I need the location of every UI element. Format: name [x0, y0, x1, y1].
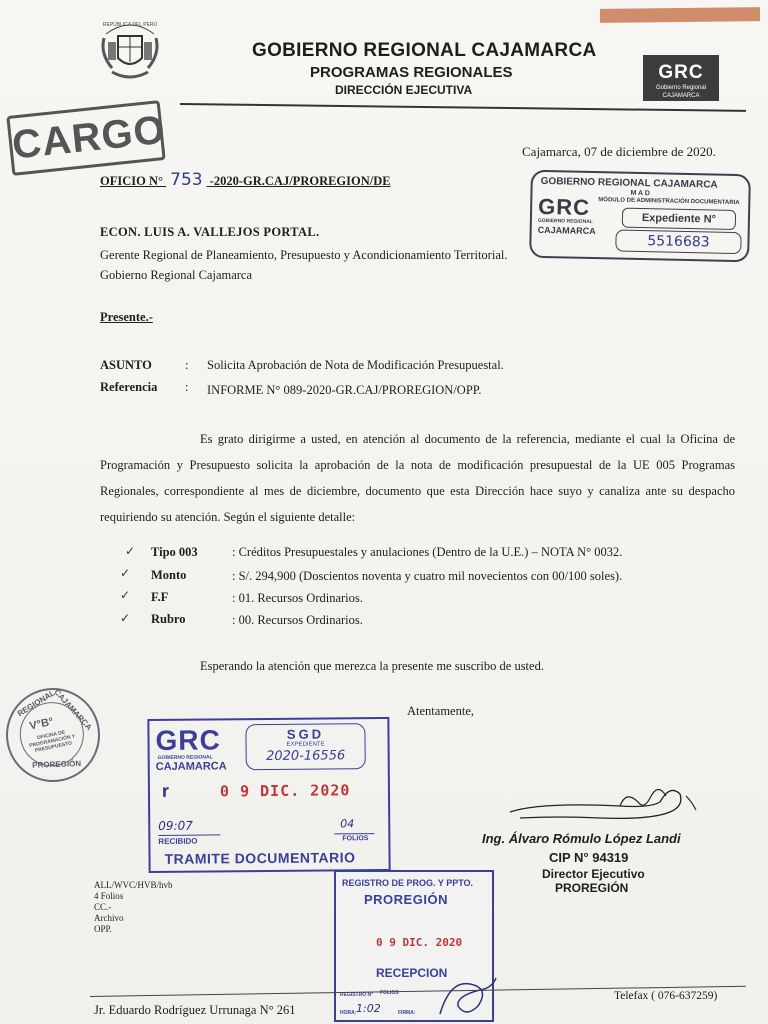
sgd-exp-box — [245, 723, 365, 770]
sgd-title: SGD — [286, 726, 325, 742]
grc-logo — [643, 55, 719, 101]
referencia-label: Referencia — [100, 380, 158, 394]
check-icon: ✓ — [120, 566, 131, 580]
registro-line1: REGISTRO DE PROG. Y PPTO. — [342, 878, 474, 888]
detail-label-tipo: Tipo 003 — [151, 545, 198, 559]
dept-title: DIRECCIÓN EJECUTIVA — [335, 83, 473, 97]
mad-stamp-logo-sub: GOBIERNO REGIONAL — [537, 217, 593, 226]
mad-stamp-logo: GRC — [537, 193, 591, 220]
referencia-value: INFORME N° 089-2020-GR.CAJ/PROREGION/OPP. — [207, 383, 482, 397]
detail-value-ff: : 01. Recursos Ordinarios. — [232, 591, 363, 605]
vb-ring-top: REGIONAL — [15, 688, 57, 719]
signature-scribble — [500, 772, 710, 832]
initials-line: 4 Folios — [94, 891, 124, 901]
referencia-colon: : — [185, 380, 189, 394]
paper-edge-strip — [600, 7, 760, 23]
oficio-prefix: OFICIO N° — [100, 174, 163, 188]
folio-scribble — [430, 970, 500, 1020]
sgd-exp-number: 2020-16556 — [266, 748, 346, 765]
mad-stamp-mad: M A D — [630, 189, 650, 198]
oficio-suffix: -2020-GR.CAJ/PROREGION/DE — [209, 174, 391, 188]
detail-label-monto: Monto — [151, 568, 187, 582]
addressee-position: Gerente Regional de Planeamiento, Presupuesto y Acondicionamiento Territorial. — [100, 248, 508, 262]
initials-line: OPP. — [94, 924, 112, 934]
body-text: Es grato dirigirme a usted, en atención al documento de la referencia, mediante el cual la Oficina de Programación y Presupuesto solicita la aprobación de la nota de modificación presupuestal de la UE 005 Programas Regionales, correspondiente al mes de diciembre, documento que esta Dirección hace suyo y canaliza ante su despacho requiriendo su atención. Según el siguiente detalle: — [100, 432, 735, 524]
cargo-stamp: CARGO — [6, 100, 165, 176]
detail-value-tipo: : Créditos Presupuestales y anulaciones (Dentro de la U.E.) – NOTA N° 0032. — [232, 545, 623, 559]
sgd-date: 0 9 DIC. 2020 — [219, 781, 351, 801]
registro-date: 0 9 DIC. 2020 — [376, 936, 463, 949]
addressee-name: ECON. LUIS A. VALLEJOS PORTAL. — [100, 225, 320, 239]
sgd-stamp — [147, 717, 390, 873]
detail-value-monto: : S/. 294,900 (Doscientos noventa y cuatro mil novecientos con 00/100 soles). — [232, 569, 623, 583]
footer-phone: Telefax ( 076-637259) — [614, 990, 718, 1002]
initials-line: Archivo — [94, 913, 124, 923]
check-icon: ✓ — [120, 588, 131, 602]
registro-label: RECEPCION — [376, 966, 448, 980]
footer-address: Jr. Eduardo Rodríguez Urrunaga N° 261 — [94, 1003, 296, 1017]
sgd-time: 09:07 — [158, 818, 193, 833]
salutation: Presente.- — [100, 310, 153, 324]
sgd-folios: 04 — [340, 817, 355, 831]
mad-stamp-region: CAJAMARCA — [537, 224, 596, 237]
vb-ring-right: CAJAMARCA — [52, 687, 94, 732]
sgd-region: CAJAMARCA — [155, 760, 227, 773]
coat-caption: REPÚBLICA DEL PERÚ — [102, 22, 158, 28]
coat-of-arms-icon — [98, 14, 162, 86]
grc-logo-text: GRC — [658, 62, 704, 83]
vb-ring-bottom: PROREGIÓN — [32, 759, 82, 770]
sgd-exp-label: EXPEDIENTE — [286, 741, 325, 748]
vb-stamp — [0, 679, 109, 790]
signer-cip: CIP N° 94319 — [549, 850, 629, 865]
closing-text: Esperando la atención que merezca la presente me suscribo de usted. — [200, 659, 544, 673]
initials-block — [94, 880, 173, 935]
vb-center: V°B° — [28, 715, 55, 733]
program-title: PROGRAMAS REGIONALES — [310, 64, 513, 81]
mad-stamp-exp-number: 5516683 — [615, 229, 741, 254]
mad-stamp-org: GOBIERNO REGIONAL CAJAMARCA — [540, 175, 718, 191]
asunto-colon: : — [185, 358, 189, 372]
registro-folio-label: FOLIOS — [380, 990, 399, 996]
check-icon: ✓ — [125, 544, 136, 558]
registro-line2: PROREGIÓN — [364, 892, 448, 907]
sgd-logo-sub: GOBIERNO REGIONAL — [157, 754, 213, 761]
asunto-value: Solicita Aprobación de Nota de Modificación Presupuestal. — [207, 358, 504, 372]
vb-office: OFICINA DE PROGRAMACIÓN Y PRESUPUESTO — [28, 729, 76, 755]
sgd-folios-label: FOLIOS — [342, 835, 369, 843]
atentamente: Atentamente, — [407, 704, 474, 718]
mad-stamp-exp-label: Expediente N° — [622, 208, 736, 230]
grc-logo-subtext: Gobierno Regional CAJAMARCA — [655, 85, 707, 99]
detail-label-ff: F.F — [151, 590, 169, 604]
signer-name: Ing. Álvaro Rómulo López Landi — [482, 831, 681, 846]
asunto-label: ASUNTO — [100, 358, 152, 372]
detail-label-rubro: Rubro — [151, 612, 186, 626]
registro-hora: 1:02 — [356, 1002, 381, 1015]
detail-value-rubro: : 00. Recursos Ordinarios. — [232, 613, 363, 627]
initials-line: CC.- — [94, 902, 112, 912]
header-divider — [180, 103, 746, 112]
oficio-number: 753 — [170, 170, 203, 190]
mad-stamp-module: MÓDULO DE ADMINISTRACIÓN DOCUMENTARIA — [598, 197, 740, 207]
sgd-logo: GRC — [155, 724, 221, 756]
oficio-reference — [100, 170, 391, 190]
signer-title: Director Ejecutivo — [542, 867, 645, 881]
registro-reg-label: REGISTRO N° — [340, 992, 374, 998]
sgd-footer: TRAMITE DOCUMENTARIO — [164, 849, 356, 867]
signer-org: PROREGIÓN — [555, 881, 629, 895]
registro-firma-label: FIRMA: — [398, 1010, 416, 1016]
org-title: GOBIERNO REGIONAL CAJAMARCA — [252, 40, 597, 61]
initials-line: ALL/WVC/HVB/hvb — [94, 880, 173, 890]
document-date: Cajamarca, 07 de diciembre de 2020. — [522, 144, 716, 159]
check-icon: ✓ — [120, 611, 131, 625]
mad-stamp — [529, 170, 751, 263]
registro-hora-label: HORA: — [340, 1010, 357, 1016]
sgd-received-label: RECIBIDO — [158, 836, 198, 846]
body-paragraph — [100, 426, 735, 530]
addressee-org: Gobierno Regional Cajamarca — [100, 268, 253, 282]
sgd-hand-mark: r — [161, 780, 170, 801]
